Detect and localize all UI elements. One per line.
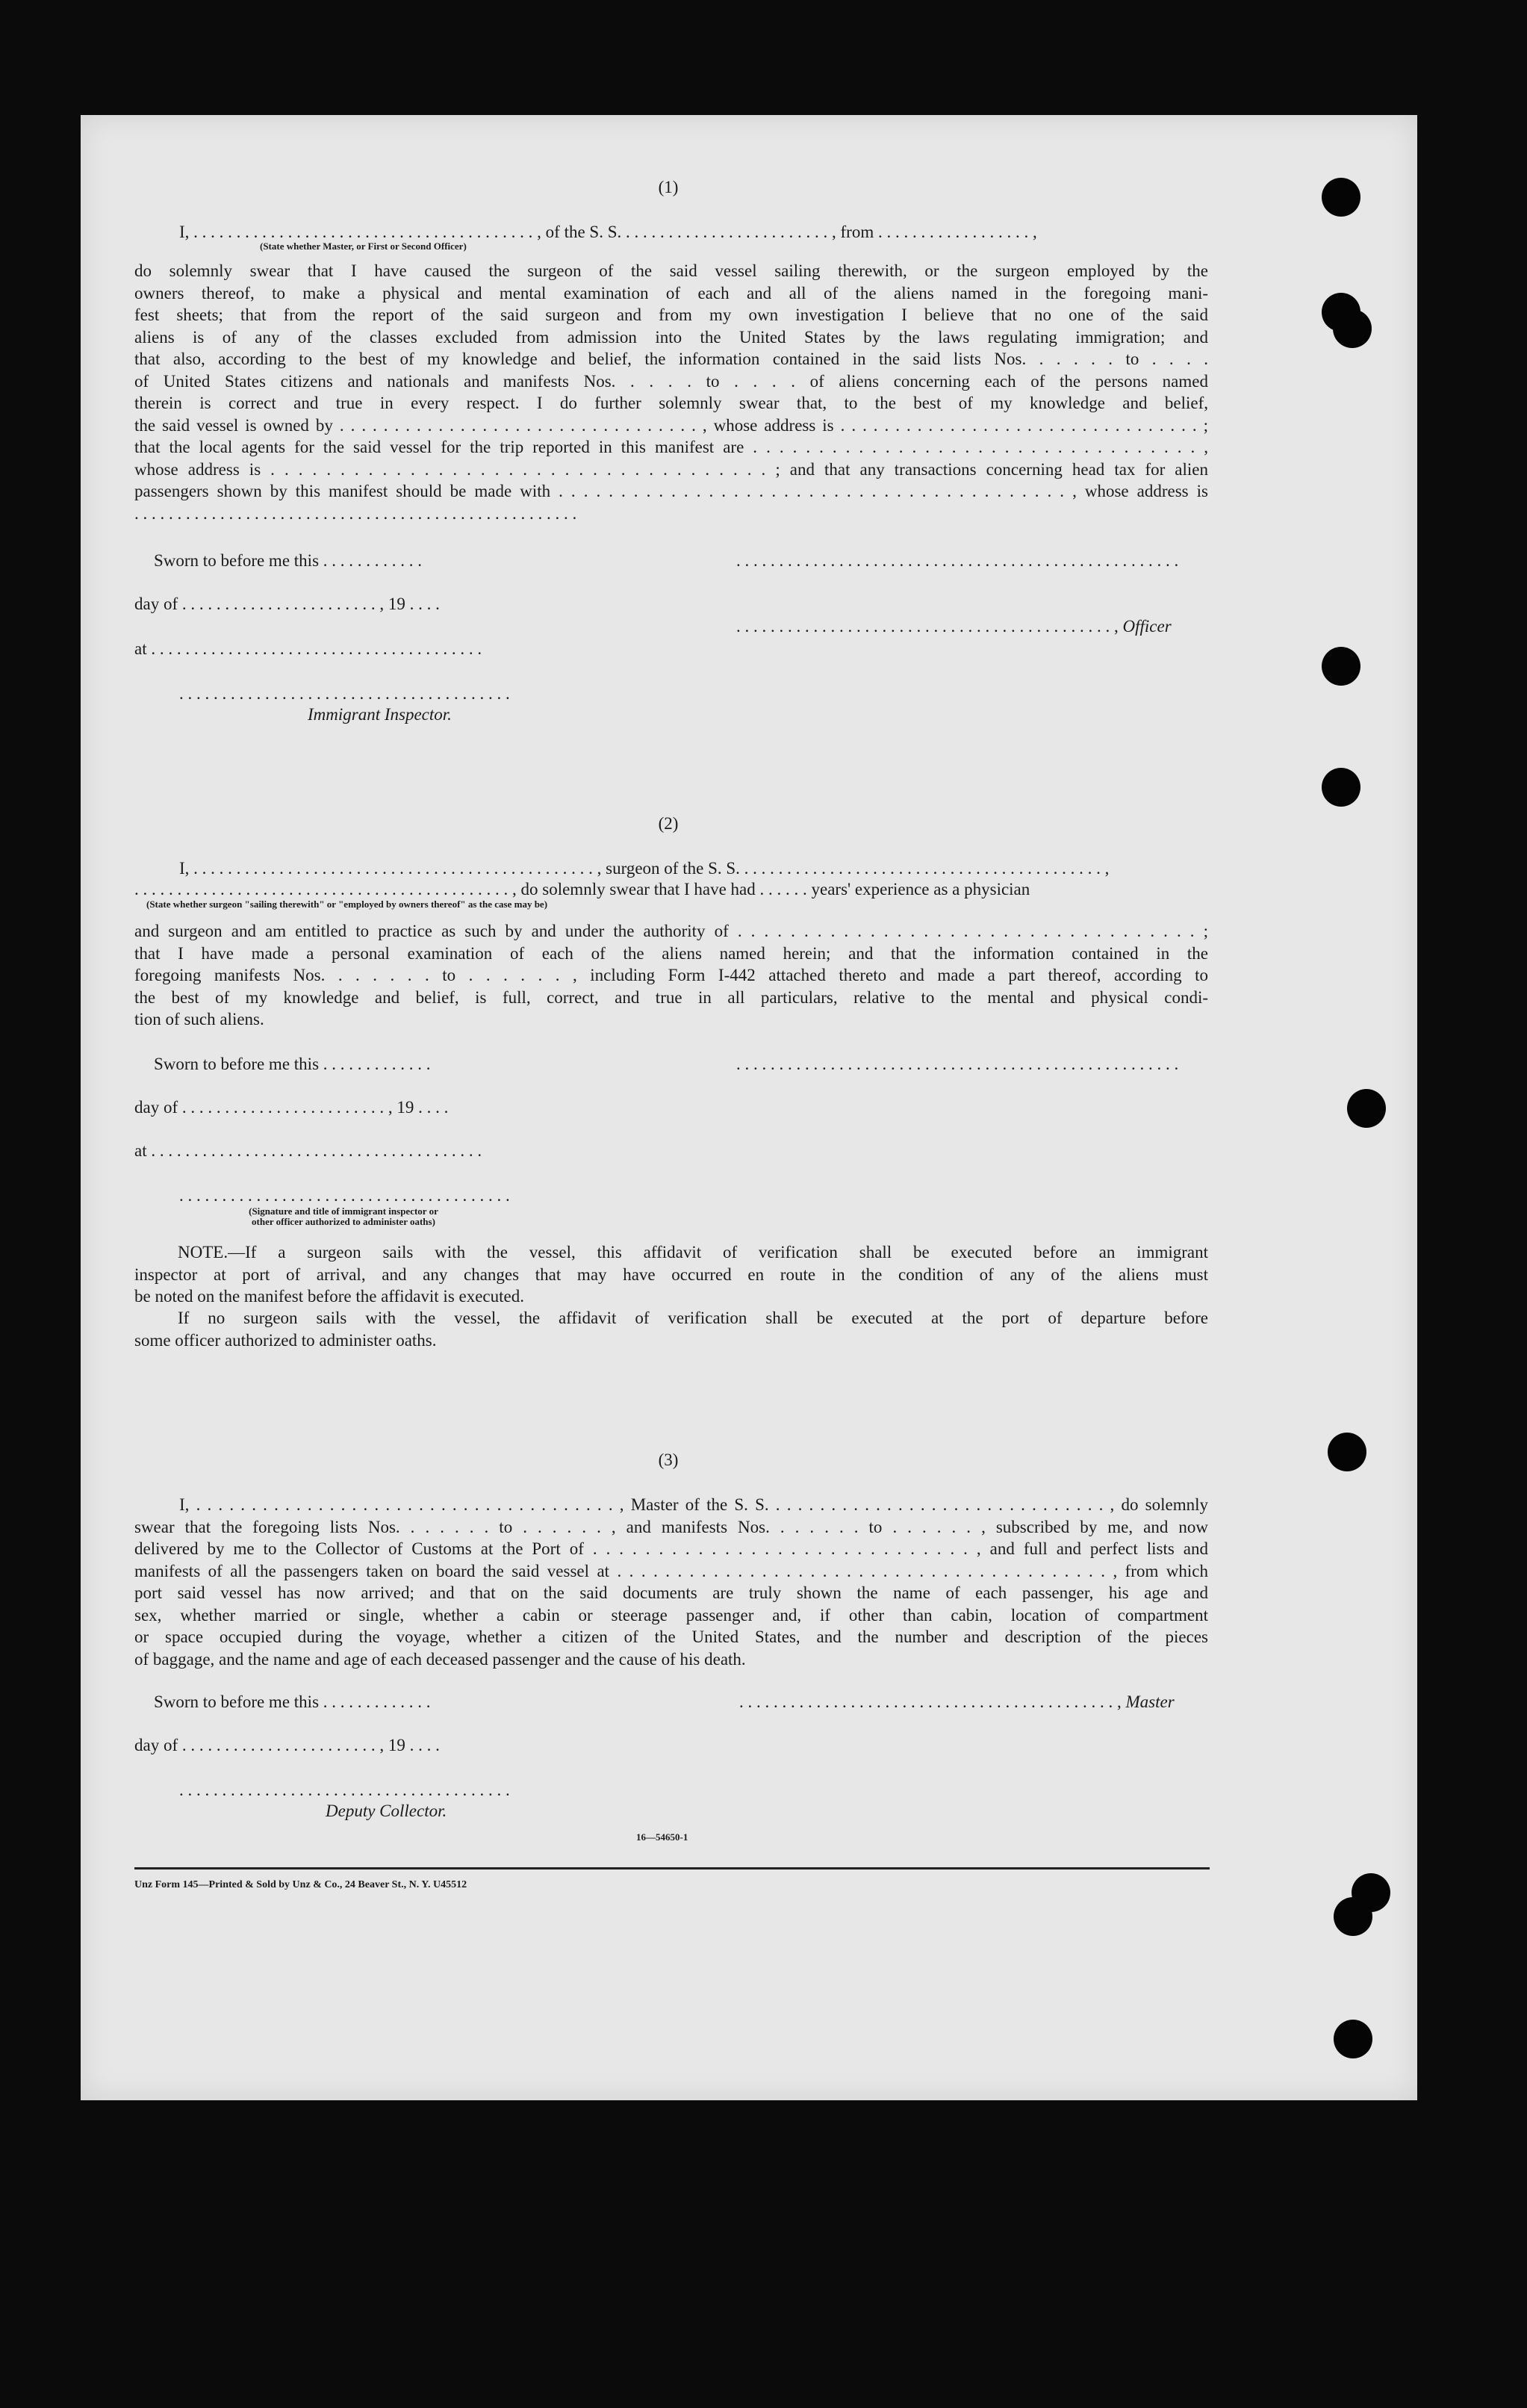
punch-hole <box>1333 309 1372 348</box>
footer-rule <box>134 1867 1210 1869</box>
section-2-heading: (2) <box>658 814 679 833</box>
section-2-note <box>134 1241 1208 1308</box>
body-line: the best of my knowledge and belief, is full, correct, and true in all particulars, relative to the mental and physical condi- <box>134 987 1208 1007</box>
section-2-first-line: I, . . . . . . . . . . . . . . . . . . . . . . . . . . . . . . . . . . . . . . . . . . . . . . . , surgeon of the S. S. . . . . . . . . . . . . . . . . . . . . . . . . . . . . . . . . . . . . . . . . . . , <box>179 859 1110 878</box>
section-2-inspector-dots: . . . . . . . . . . . . . . . . . . . . . . . . . . . . . . . . . . . . . . . <box>179 1186 510 1205</box>
punch-hole <box>1328 1433 1366 1471</box>
section-2-second-line: . . . . . . . . . . . . . . . . . . . . . . . . . . . . . . . . . . . . . . . . . . . . , do solemnly swear that I have had . . . . . . years' experience as a physician <box>134 880 1030 899</box>
officer-title: Officer <box>1122 617 1172 636</box>
section-2-body <box>134 920 1208 1031</box>
form-code: 16—54650-1 <box>636 1831 688 1843</box>
section-1-caption: (State whether Master, or First or Second Officer) <box>260 241 467 252</box>
body-line: . . . . . . . . . . . . . . . . . . . . . . . . . . . . . . . . . . . . . . . . . . . . . . . . . . . . <box>134 503 577 523</box>
section-2-sig-caption-2: other officer authorized to administer oaths) <box>252 1216 435 1227</box>
body-line: manifests of all the passengers taken on board the said vessel at . . . . . . . . . . . . . . . . . . . . . . . . . . . . . . . . . . . . . . . . . , from which <box>134 1561 1208 1580</box>
body-line: and surgeon and am entitled to practice as such by and under the authority of . . . . . . . . . . . . . . . . . . . . . . . . . . . . . . . . . . . ; <box>134 922 1208 940</box>
note-line: inspector at port of arrival, and any changes that may have occurred en route in the condition of any of the aliens must <box>134 1264 1208 1284</box>
body-line: foregoing manifests Nos. . . . . . . to . . . . . . , including Form I-442 attached thereto and made a part thereof, according to <box>134 966 1208 984</box>
punch-hole <box>1347 1089 1386 1128</box>
body-line: or space occupied during the voyage, whether a citizen of the United States, and the number and description of the pieces <box>134 1627 1208 1646</box>
body-line: therein is correct and true in every respect. I do further solemnly swear that, to the best of my knowledge and belief, <box>134 394 1208 412</box>
section-1-officer-line <box>736 615 1172 637</box>
body-line: aliens is of any of the classes excluded from admission into the United States by the laws regulating immigration; and <box>134 327 1208 347</box>
section-3-sworn: Sworn to before me this . . . . . . . . . . . . . <box>154 1692 431 1711</box>
body-line: sex, whether married or single, whether a cabin or steerage passenger and, if other than cabin, location of compartment <box>134 1605 1208 1625</box>
body-line: the said vessel is owned by . . . . . . . . . . . . . . . . . . . . . . . . . . . . . . . . . , whose address is . . . . . . . . . . . . . . . . . . . . . . . . . . . . . . . . . ; <box>134 415 1208 435</box>
section-3-body <box>134 1494 1208 1670</box>
section-1-signature-line: . . . . . . . . . . . . . . . . . . . . . . . . . . . . . . . . . . . . . . . . . . . . . . . . . . . . <box>736 551 1179 570</box>
section-2-sworn: Sworn to before me this . . . . . . . . . . . . . <box>154 1055 431 1073</box>
section-1-body <box>134 260 1208 524</box>
section-3-collector-title: Deputy Collector. <box>326 1802 447 1820</box>
body-line: of baggage, and the name and age of each deceased passenger and the cause of his death. <box>134 1649 746 1669</box>
body-line: port said vessel has now arrived; and that on the said documents are truly shown the name of each passenger, his age and <box>134 1583 1208 1602</box>
body-line: that the local agents for the said vessel for the trip reported in this manifest are . . . . . . . . . . . . . . . . . . . . . . . . . . . . . . . . . . , <box>134 438 1208 456</box>
section-1-sworn: Sworn to before me this . . . . . . . . . . . . <box>154 551 423 570</box>
section-2-caption: (State whether surgeon "sailing therewith" or "employed by owners thereof" as the case may be) <box>146 899 548 910</box>
body-line: do solemnly swear that I have caused the surgeon of the said vessel sailing therewith, or the surgeon employed by the <box>134 261 1208 280</box>
body-line: swear that the foregoing lists Nos. . . . . . . to . . . . . . , and manifests Nos. . . . . . . to . . . . . . , subscribed by me, and now <box>134 1517 1208 1536</box>
body-line: owners thereof, to make a physical and mental examination of each and all of the aliens named in the foregoing mani- <box>134 283 1208 302</box>
body-line: whose address is . . . . . . . . . . . . . . . . . . . . . . . . . . . . . . . . . . . . ; and that any transactions concerning head tax for alien <box>134 459 1208 479</box>
section-3-heading: (3) <box>658 1450 679 1469</box>
punch-hole <box>1334 2020 1372 2058</box>
section-2-day: day of . . . . . . . . . . . . . . . . . . . . . . . . , 19 . . . . <box>134 1098 449 1117</box>
section-1-first-line: I, . . . . . . . . . . . . . . . . . . . . . . . . . . . . . . . . . . . . . . . . , of the S. S. . . . . . . . . . . . . . . . . . . . . . . . . , from . . . . . . . . . . . . . . . . . . , <box>179 223 1037 241</box>
section-3-day: day of . . . . . . . . . . . . . . . . . . . . . . . , 19 . . . . <box>134 1736 440 1754</box>
punch-hole <box>1322 647 1360 686</box>
officer-dots: . . . . . . . . . . . . . . . . . . . . . . . . . . . . . . . . . . . . . . . . . . . . , <box>736 617 1123 636</box>
body-line: fest sheets; that from the report of the said surgeon and from my own investigation I believe that no one of the said <box>134 305 1208 324</box>
section-2-sig-caption-1: (Signature and title of immigrant inspector or <box>249 1205 438 1217</box>
punch-hole <box>1334 1897 1372 1936</box>
punch-hole <box>1322 768 1360 807</box>
note-line: be noted on the manifest before the affidavit is executed. <box>134 1287 524 1306</box>
body-line: I, . . . . . . . . . . . . . . . . . . . . . . . . . . . . . . . . . . . . . . , Master of the S. S. . . . . . . . . . . . . . . . . . . . . . . . . . . . . . . , do solemnly <box>179 1495 1208 1514</box>
body-line: that also, according to the best of my knowledge and belief, the information contained in the said lists Nos. . . . . . to . . . . <box>134 350 1208 368</box>
section-2-at: at . . . . . . . . . . . . . . . . . . . . . . . . . . . . . . . . . . . . . . . <box>134 1141 482 1160</box>
section-3-collector-dots: . . . . . . . . . . . . . . . . . . . . . . . . . . . . . . . . . . . . . . . <box>179 1781 510 1799</box>
body-line: delivered by me to the Collector of Customs at the Port of . . . . . . . . . . . . . . . . . . . . . . . . . . . . . , and full and perfect lists and <box>134 1539 1208 1558</box>
section-1-day: day of . . . . . . . . . . . . . . . . . . . . . . . , 19 . . . . <box>134 595 440 613</box>
section-1-inspector-title: Immigrant Inspector. <box>308 705 452 724</box>
body-line: passengers shown by this manifest should be made with . . . . . . . . . . . . . . . . . . . . . . . . . . . . . . . . . . . . . . . . . , whose address is <box>134 482 1208 500</box>
section-1-at: at . . . . . . . . . . . . . . . . . . . . . . . . . . . . . . . . . . . . . . . <box>134 639 482 658</box>
note-line: NOTE.—If a surgeon sails with the vessel, this affidavit of verification shall be executed before an immigrant <box>178 1243 1208 1262</box>
punch-hole <box>1322 178 1360 217</box>
section-3-master-line <box>739 1691 1175 1713</box>
footer-imprint: Unz Form 145—Printed & Sold by Unz & Co., 24 Beaver St., N. Y. U45512 <box>134 1879 467 1890</box>
note-line: If no surgeon sails with the vessel, the affidavit of verification shall be executed at the port of departure before <box>178 1309 1208 1327</box>
body-line: of United States citizens and nationals and manifests Nos. . . . . to . . . . of aliens concerning each of the persons named <box>134 371 1208 391</box>
section-1-heading: (1) <box>658 178 679 196</box>
body-line: tion of such aliens. <box>134 1010 264 1028</box>
body-line: that I have made a personal examination of each of the aliens named herein; and that the information contained in the <box>134 943 1208 963</box>
section-2-signature-line: . . . . . . . . . . . . . . . . . . . . . . . . . . . . . . . . . . . . . . . . . . . . . . . . . . . . <box>736 1055 1179 1073</box>
master-dots: . . . . . . . . . . . . . . . . . . . . . . . . . . . . . . . . . . . . . . . . . . . . , <box>739 1692 1126 1711</box>
master-title: Master <box>1125 1692 1175 1711</box>
section-2-note-2 <box>134 1307 1208 1351</box>
section-1-inspector-dots: . . . . . . . . . . . . . . . . . . . . . . . . . . . . . . . . . . . . . . . <box>179 684 510 703</box>
note-line: some officer authorized to administer oaths. <box>134 1330 437 1350</box>
